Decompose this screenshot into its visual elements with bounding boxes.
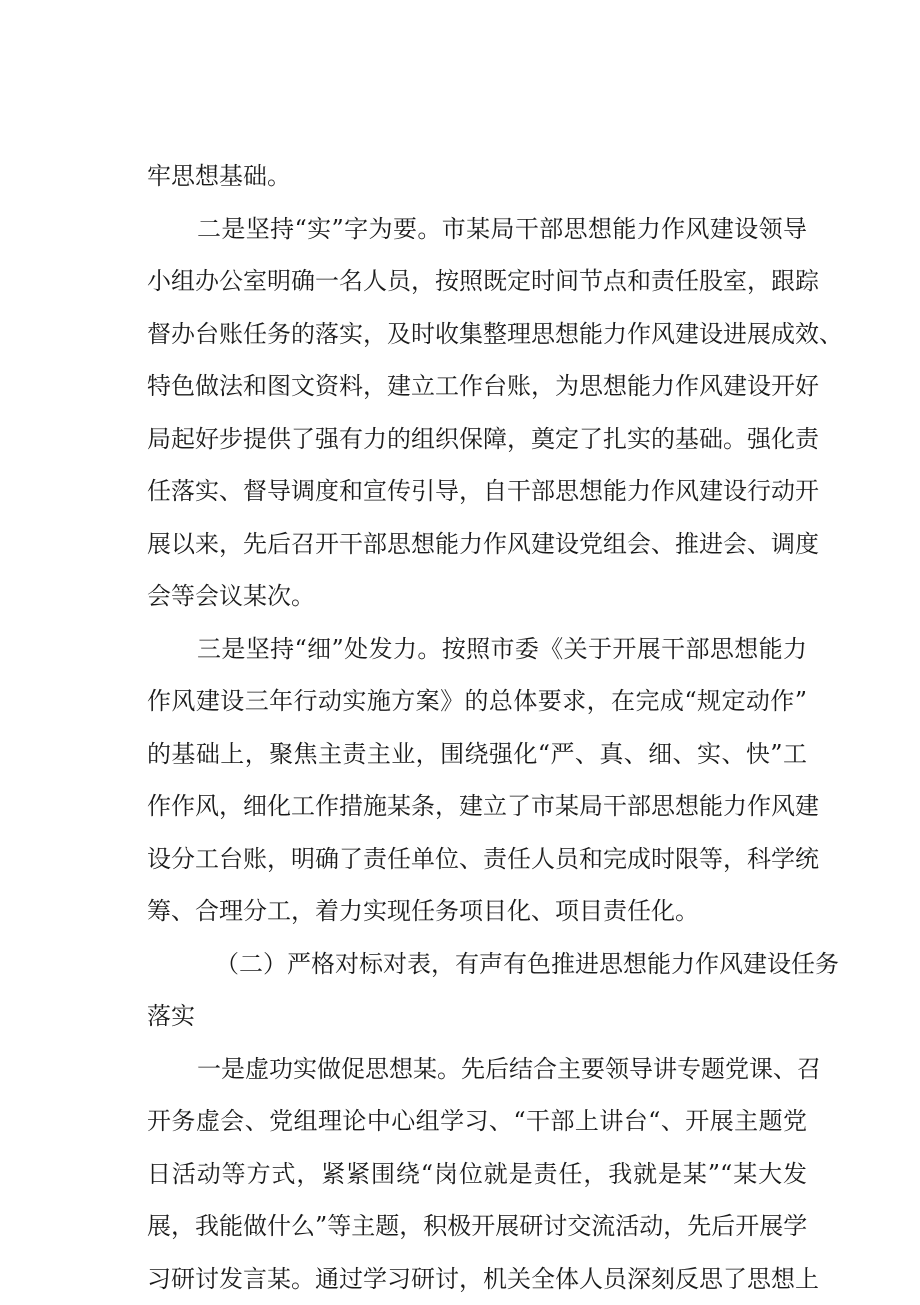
text-line: 筹、合理分工，着力实现任务项目化、项目责任化。 [147, 885, 807, 938]
text-line: 小组办公室明确一名人员，按照既定时间节点和责任股室，跟踪 [147, 255, 807, 308]
text-line: 督办台账任务的落实，及时收集整理思想能力作风建设进展成效、 [147, 308, 807, 361]
text-line: 会等会议某次。 [147, 570, 807, 623]
text-line: 的基础上，聚焦主责主业，围绕强化“严、真、细、实、快”工 [147, 728, 807, 781]
text-line: 一是虚功实做促思想某。先后结合主要领导讲专题党课、召 [147, 1043, 807, 1096]
text-line: 任落实、督导调度和宣传引导，自干部思想能力作风建设行动开 [147, 465, 807, 518]
section-heading: （二）严格对标对表，有声有色推进思想能力作风建设任务 [147, 938, 807, 991]
text-line: 展以来，先后召开干部思想能力作风建设党组会、推进会、调度 [147, 518, 807, 571]
text-line: 三是坚持“细”处发力。按照市委《关于开展干部思想能力 [147, 623, 807, 676]
text-line: 局起好步提供了强有力的组织保障，奠定了扎实的基础。强化责 [147, 413, 807, 466]
text-line: 作作风，细化工作措施某条，建立了市某局干部思想能力作风建 [147, 780, 807, 833]
text-line: 特色做法和图文资料，建立工作台账，为思想能力作风建设开好 [147, 360, 807, 413]
text-line: 展，我能做什么”等主题，积极开展研讨交流活动，先后开展学 [147, 1200, 807, 1253]
text-line: 习研讨发言某。通过学习研讨，机关全体人员深刻反思了思想上 [147, 1253, 807, 1305]
text-line: 开务虚会、党组理论中心组学习、“干部上讲台“、开展主题党 [147, 1095, 807, 1148]
text-line: 二是坚持“实”字为要。市某局干部思想能力作风建设领导 [147, 203, 807, 256]
text-line: 牢思想基础。 [147, 150, 807, 203]
text-line: 设分工台账，明确了责任单位、责任人员和完成时限等，科学统 [147, 833, 807, 886]
text-line: 日活动等方式，紧紧围绕“岗位就是责任，我就是某”“某大发 [147, 1148, 807, 1201]
section-heading: 落实 [147, 990, 807, 1043]
text-line: 作风建设三年行动实施方案》的总体要求，在完成“规定动作” [147, 675, 807, 728]
document-body [147, 150, 807, 1305]
